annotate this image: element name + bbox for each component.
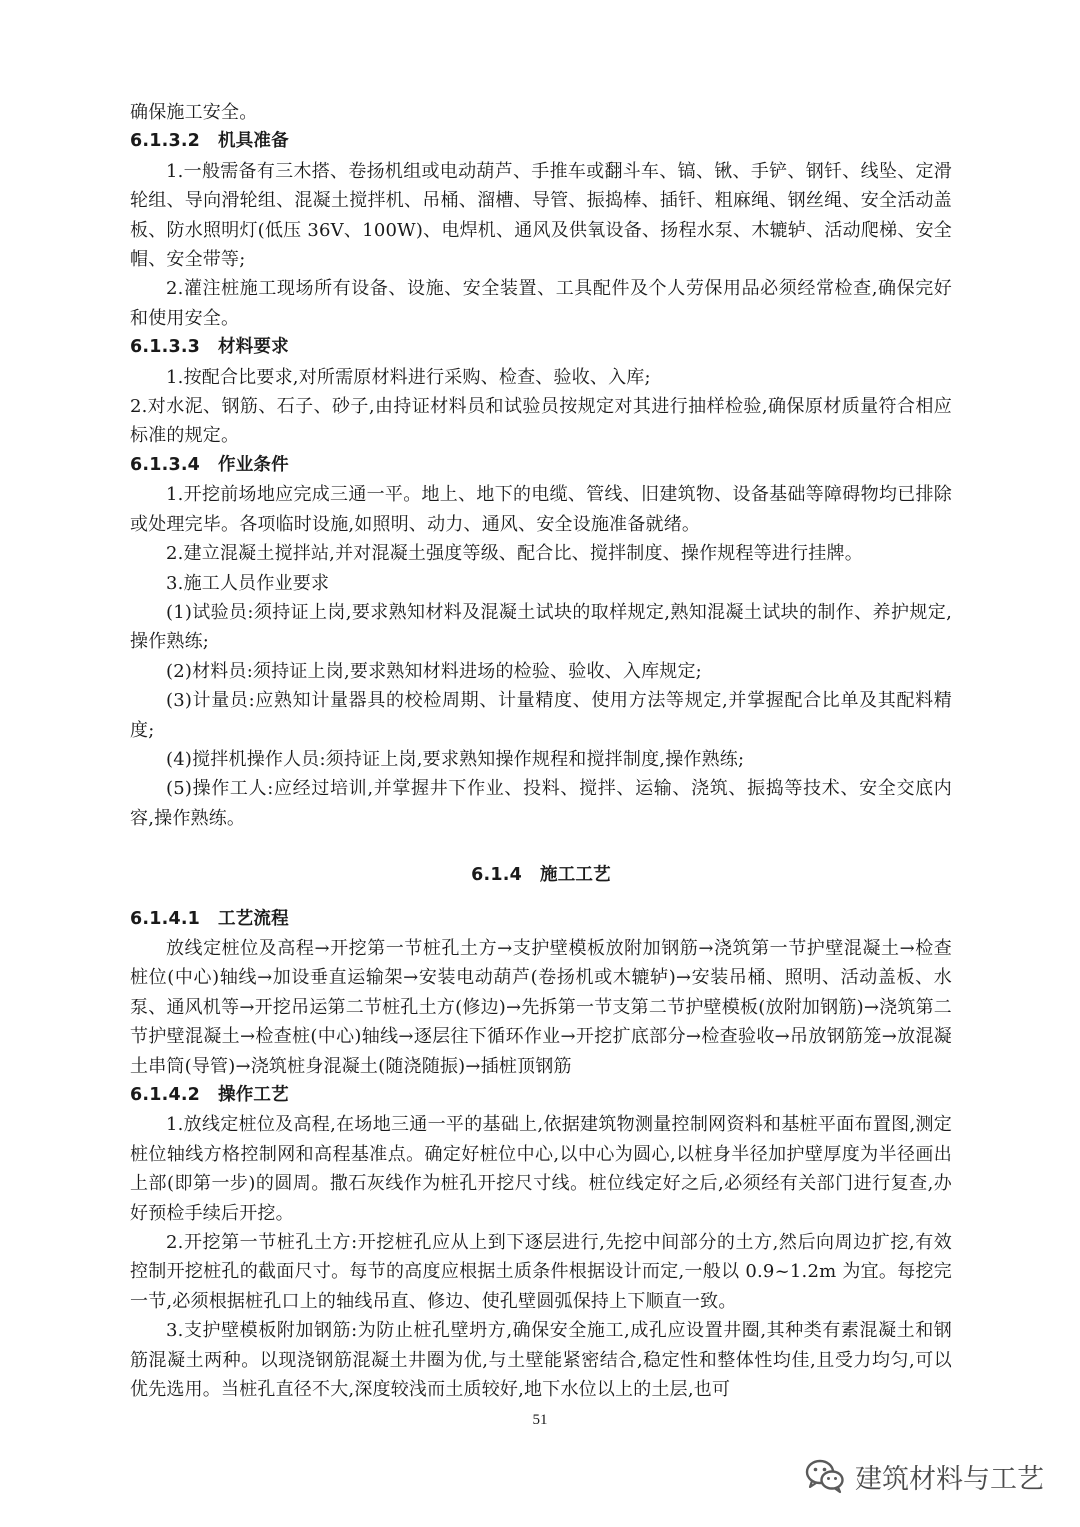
heading-number: 6.1.3.3 [130, 337, 201, 358]
paragraph: 2.建立混凝土搅拌站,并对混凝土强度等级、配合比、搅拌制度、操作规程等进行挂牌。 [166, 543, 863, 565]
subsection-heading [130, 451, 952, 480]
document-body [130, 98, 952, 1404]
paragraph: (3)计量员:应熟知计量器具的校检周期、计量精度、使用方法等规定,并掌握配合比单及其配料精度; [130, 690, 952, 741]
paragraph: 1.按配合比要求,对所需原材料进行采购、检查、验收、入库; [166, 366, 651, 388]
paragraph: 3.支护壁模板附加钢筋:为防止桩孔壁坍方,确保安全施工,成孔应设置井圈,其种类有素混凝土和钢筋混凝土两种。以现浇钢筋混凝土井圈为优,与土壁能紧密结合,稳定性和整体性均佳,且受力均匀,可以优先选用。当桩孔直径不大,深度较浅而土质较好,地下水位以上的土层,也可 [130, 1320, 952, 1401]
watermark [805, 1454, 1044, 1498]
subsection-heading [130, 127, 952, 156]
heading-title: 机具准备 [218, 131, 289, 152]
heading-title: 作业条件 [218, 454, 289, 475]
paragraph: (2)材料员:须持证上岗,要求熟知材料进场的检验、验收、入库规定; [166, 660, 702, 682]
heading-number: 6.1.4.2 [130, 1085, 201, 1105]
heading-number: 6.1.4.1 [130, 908, 201, 929]
paragraph: 3.施工人员作业要求 [166, 572, 330, 594]
paragraph: 1.开挖前场地应完成三通一平。地上、地下的电缆、管线、旧建筑物、设备基础等障碍物均已排除或处理完毕。各项临时设施,如照明、动力、通风、安全设施准备就绪。 [130, 484, 952, 535]
paragraph: 2.对水泥、钢筋、石子、砂子,由持证材料员和试验员按规定对其进行抽样检验,确保原材质量符合相应标准的规定。 [130, 396, 952, 447]
paragraph: 2.开挖第一节桩孔土方:开挖桩孔应从上到下逐层进行,先挖中间部分的土方,然后向周边扩挖,有效控制开挖桩孔的截面尺寸。每节的高度应根据土质条件根据设计而定,一般以 0.9~1.2m 为宜。每挖完一节,必须根据桩孔口上的轴线吊直、修边、使孔壁圆弧保持上下顺直一致。 [130, 1232, 952, 1312]
heading-title: 操作工艺 [218, 1085, 289, 1105]
paragraph: 确保施工安全。 [130, 102, 258, 123]
section-title [130, 861, 952, 890]
heading-number: 6.1.3.4 [130, 454, 201, 475]
subsection-heading [130, 1081, 952, 1110]
paragraph: (5)操作工人:应经过培训,并掌握井下作业、投料、搅拌、运输、浇筑、振捣等技术、安全交底内容,操作熟练。 [130, 778, 952, 829]
watermark-text: 建筑材料与工艺 [855, 1463, 1044, 1495]
paragraph: 2.灌注桩施工现场所有设备、设施、安全装置、工具配件及个人劳保用品必须经常检查,确保完好和使用安全。 [130, 278, 952, 329]
paragraph: 放线定桩位及高程→开挖第一节桩孔土方→支护壁模板放附加钢筋→浇筑第一节护壁混凝土→检查桩位(中心)轴线→加设垂直运输架→安装电动葫芦(卷扬机或木辘轳)→安装吊桶、照明、活动盖板、水泵、通风机等→开挖吊运第二节桩孔土方(修边)→先拆第一节支第二节护壁模板(放附加钢筋)→浇筑第二节护壁混凝土→检查桩(中心)轴线→逐层往下循环作业→开挖扩底部分→检查验收→吊放钢筋笼→放混凝土串筒(导管)→浇筑桩身混凝土(随浇随振)→插桩顶钢筋 [130, 937, 952, 1077]
subsection-heading [130, 333, 952, 362]
heading-title: 材料要求 [218, 337, 289, 358]
heading-title: 工艺流程 [218, 908, 289, 929]
section-number: 6.1.4 [471, 865, 522, 886]
paragraph: (1)试验员:须持证上岗,要求熟知材料及混凝土试块的取样规定,熟知混凝土试块的制作、养护规定,操作熟练; [130, 601, 952, 653]
subsection-heading [130, 905, 952, 934]
wechat-icon [805, 1458, 845, 1494]
paragraph: (4)搅拌机操作人员:须持证上岗,要求熟知操作规程和搅拌制度,操作熟练; [166, 748, 745, 770]
paragraph: 1.一般需备有三木搭、卷扬机组或电动葫芦、手推车或翻斗车、镐、锹、手铲、钢钎、线坠、定滑轮组、导向滑轮组、混凝土搅拌机、吊桶、溜槽、导管、振捣棒、插钎、粗麻绳、钢丝绳、安全活动盖板、防水照明灯(低压 36V、100W)、电焊机、通风及供氧设备、扬程水泵、木辘轳、活动爬梯、安全帽、安全带等; [130, 160, 952, 271]
page-number: 51 [532, 1412, 548, 1428]
heading-number: 6.1.3.2 [130, 131, 201, 152]
paragraph: 1.放线定桩位及高程,在场地三通一平的基础上,依据建筑物测量控制网资料和基桩平面布置图,测定桩位轴线方格控制网和高程基准点。确定好桩位中心,以中心为圆心,以桩身半径加护壁厚度为半径画出上部(即第一步)的圆周。撒石灰线作为桩孔开挖尺寸线。桩位线定好之后,必须经有关部门进行复查,办好预检手续后开挖。 [130, 1114, 952, 1224]
section-title-text: 施工工艺 [540, 865, 611, 886]
